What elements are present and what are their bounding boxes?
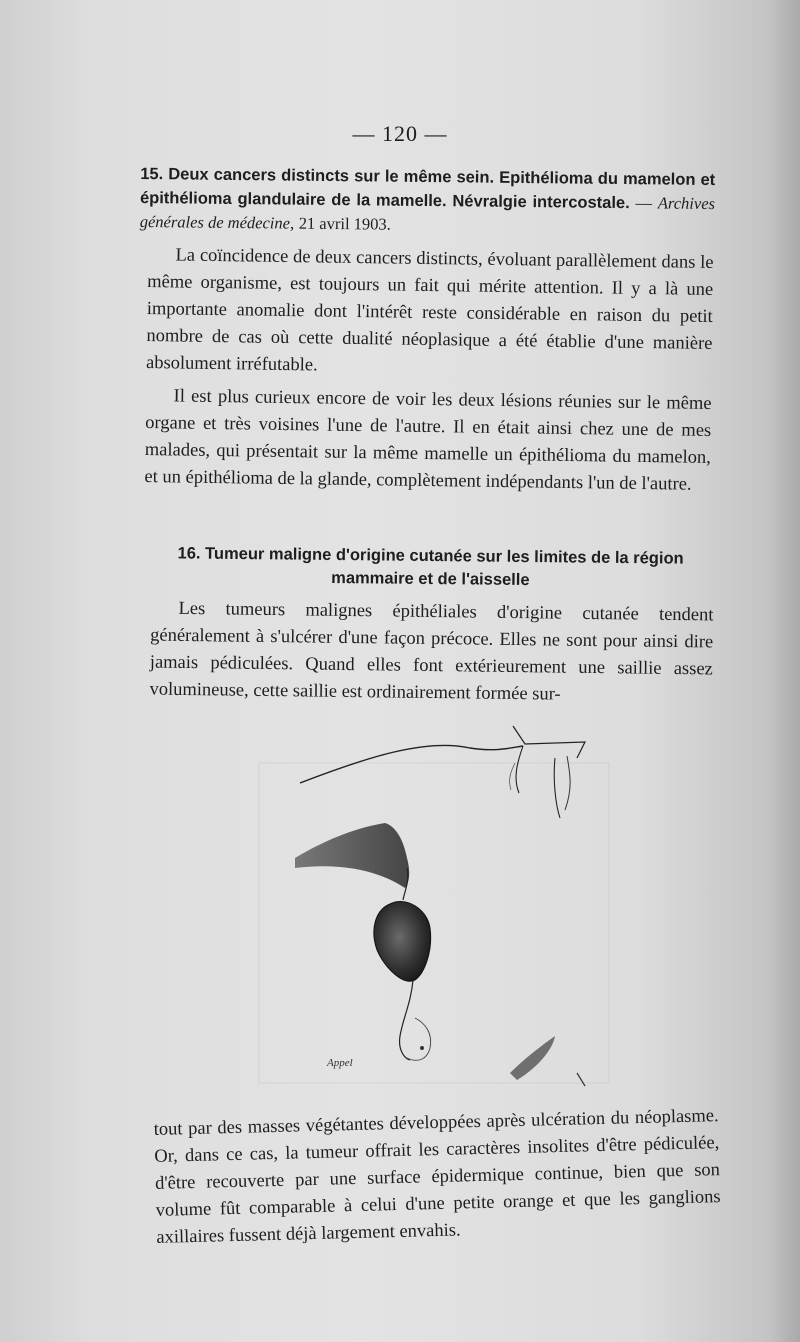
section-16-title-line1-text: Tumeur maligne d'origine cutanée sur les limites de la région xyxy=(205,544,684,568)
nipple-shading xyxy=(510,1036,555,1080)
section-15-heading xyxy=(140,162,716,240)
section-16-title-line-2: mammaire et de l'aisselle xyxy=(331,568,530,590)
section-15-paragraph-2: Il est plus curieux encore de voir les deux lésions réunies sur le même organe et très voisines l'une de l'autre. Il en était ainsi chez une de mes malades, qui présentait sur la même mamelle un épithélioma du mamelon, et un épithélioma de la glande, complètement indépendants l'un de l'autre. xyxy=(144,386,712,495)
section-15-date: 21 avril 1903. xyxy=(298,213,391,234)
section-15-title: Deux cancers distincts sur le même sein. Epithélioma du mamelon et épithélioma glandulaire de la mamelle. Névralgie intercostale. xyxy=(139,165,716,213)
tumor-illustration xyxy=(255,718,615,1088)
section-15-dash: — xyxy=(635,193,653,213)
arm-contour xyxy=(300,745,523,783)
section-16-body-bottom xyxy=(153,1103,721,1252)
section-15-source: Archives générales de médecine, xyxy=(139,193,716,233)
page-number: — 120 — xyxy=(352,121,448,146)
tumor-mass xyxy=(374,901,431,981)
section-16-body-top xyxy=(149,596,713,711)
section-16-heading xyxy=(148,542,713,594)
section-15-paragraph-1: La coïncidence de deux cancers distincts, évoluant parallèlement dans le même organisme, est toujours un fait qui mérite attention. Il y a là une importante anomalie dont l'intérêt reste considérable en raison du petit nombre de cas où cette dualité néoplasique a été établie d'une manière absolument irréfutable. xyxy=(145,245,714,376)
section-15-number: 15. xyxy=(140,164,164,184)
section-15-body xyxy=(144,242,713,499)
axilla-shading xyxy=(295,823,409,888)
section-16-number: 16. xyxy=(177,544,201,563)
section-16-paragraph-1: Les tumeurs malignes épithéliales d'origine cutanée tendent généralement à s'ulcérer d'une façon précoce. Elles ne sont pour ainsi dire jamais pédiculées. Quand elles font extérieurement une saillie assez volumineuse, cette saillie est ordinairement formée sur- xyxy=(149,598,714,705)
section-16-paragraph-2: tout par des masses végétantes développées après ulcération du néoplasme. Or, dans ce cas, la tumeur offrait les caractères insolites d'être pédiculée, d'être recouverte par une surface épidermique continue, bien que son volume fût comparable à celui d'une petite orange et que les ganglions axillaires fussent déjà largement envahis. xyxy=(153,1106,721,1248)
artist-signature: Appel xyxy=(327,1057,353,1069)
